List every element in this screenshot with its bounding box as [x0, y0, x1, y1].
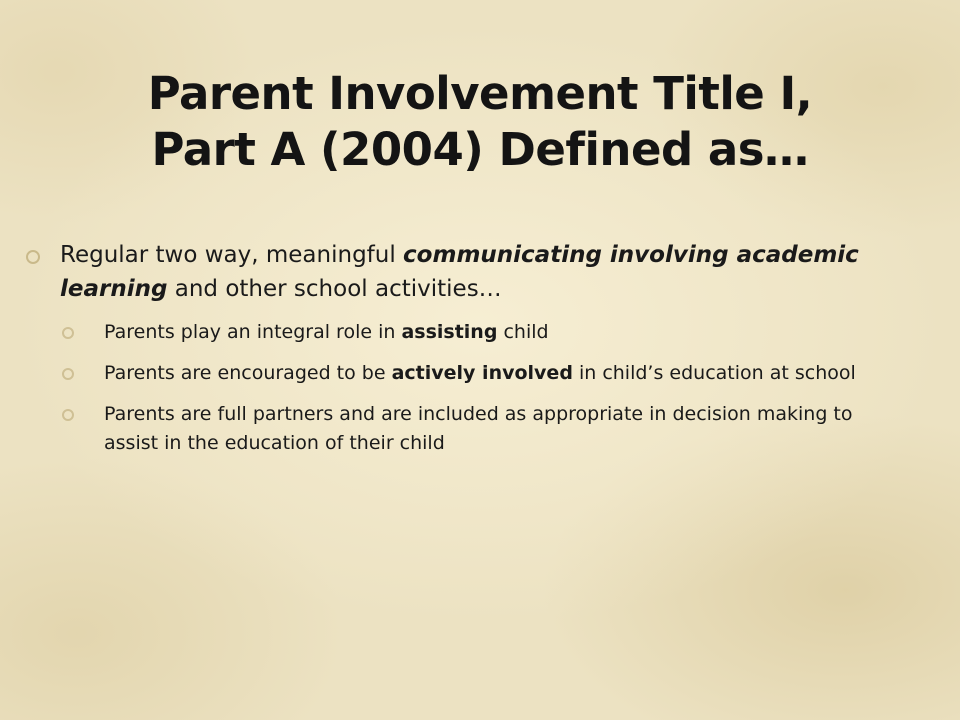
slide-title	[60, 66, 900, 178]
bullet-text-emphasis: communicating involving academic learning	[60, 242, 859, 302]
sub-bullet-item-actively-involved	[104, 359, 904, 388]
bullet-text: Parents play an integral role in	[104, 321, 402, 343]
bullet-text: and other school activities…	[167, 276, 502, 302]
bullet-text: Parents are encouraged to be	[104, 362, 392, 384]
bullet-text: Regular two way, meaningful	[60, 242, 404, 268]
circle-bullet-icon	[62, 409, 74, 421]
bullet-text: Parents are full partners and are included as appropriate in decision making to assist in the education of their child	[104, 403, 853, 454]
circle-bullet-icon	[62, 368, 74, 380]
bullet-text-emphasis: assisting	[401, 321, 498, 343]
bullet-text: in child’s education at school	[572, 362, 856, 384]
sub-bullet-item-integral-role	[104, 318, 904, 347]
slide-title-line-1: Parent Involvement Title I,	[147, 67, 813, 121]
sub-bullet-item-full-partners	[104, 400, 904, 458]
bullet-list	[0, 238, 960, 470]
circle-bullet-icon	[62, 327, 74, 339]
bullet-text-emphasis: actively involved	[391, 362, 573, 384]
bullet-item-regular-communication	[60, 238, 890, 306]
circle-bullet-icon	[26, 250, 40, 264]
slide-title-line-2: Part A (2004) Defined as…	[151, 123, 809, 177]
bullet-text: child	[497, 321, 549, 343]
